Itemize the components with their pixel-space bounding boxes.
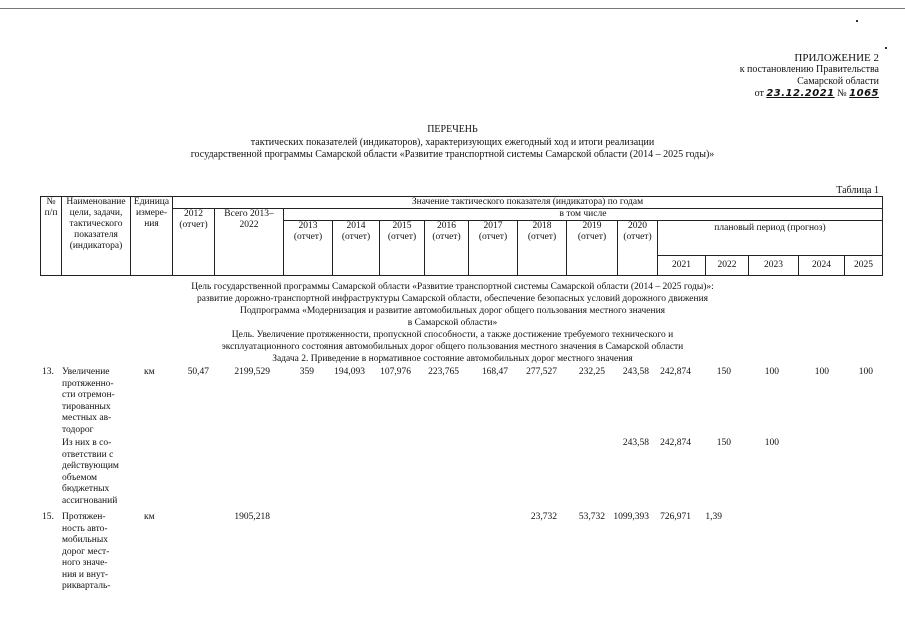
value-2018: 277,527 (526, 367, 557, 377)
value-2022: 150 (716, 438, 731, 448)
value-2012: 50,47 (187, 367, 209, 377)
value-2018: 23,732 (530, 512, 557, 522)
task-line: Задача 2. Приведение в нормативное состояние автомобильных дорог местного значения (272, 354, 633, 364)
value-2020: 243,58 (622, 438, 649, 448)
appendix-date-line: от 23.12.2021 № 1065 (754, 88, 879, 99)
value-2017: 168,47 (481, 367, 508, 377)
header-number: № п/п (41, 197, 62, 276)
value-2023: 100 (764, 367, 779, 377)
value-total: 2199,529 (234, 367, 270, 377)
value-2022: 150 (716, 367, 731, 377)
row-unit: км (144, 512, 155, 522)
goal-line-2: развитие дорожно-транспортной инфраструктуры Самарской области, обеспечение безопасных условий дорожного движения (196, 294, 709, 304)
header-plan-2025: 2025 (845, 256, 883, 276)
row-number: 15. (42, 512, 54, 522)
value-2015: 107,976 (380, 367, 411, 377)
row-name: Из них в со- ответствии с действующим объемом бюджетных ассигнований (62, 438, 119, 506)
handwritten-number: 1065 (849, 88, 879, 99)
value-2023: 100 (764, 438, 779, 448)
header-plan-2021: 2021 (658, 256, 706, 276)
value-2019: 53,732 (578, 512, 605, 522)
header-year-2020: 2020 (отчет) (618, 221, 658, 276)
aim-line-2: эксплуатационного состояния автомобильных дорог общего пользования местного значения в Самарской области (221, 342, 684, 352)
value-2024: 100 (814, 367, 829, 377)
subprogram-line-2: в Самарской области» (407, 318, 498, 328)
header-year-2014: 2014 (отчет) (333, 221, 380, 276)
value-2016: 223,765 (428, 367, 459, 377)
header-year-2018: 2018 (отчет) (518, 221, 567, 276)
row-name: Увеличение протяженно- сти отремон- тированных местных ав- тодорог (62, 367, 115, 435)
header-plan-period: плановый период (прогноз) (658, 221, 883, 256)
document-subtitle-1: тактических показателей (индикаторов), характеризующих ежегодный ход и итоги реализации (250, 137, 655, 148)
header-plan-2022: 2022 (706, 256, 749, 276)
appendix-block (689, 52, 879, 100)
header-in-total: в том числе (284, 209, 883, 221)
top-scan-line (0, 8, 905, 9)
document-subtitle-2: государственной программы Самарской области «Развитие транспортной системы Самарской области (2014 – 2025 годы)» (190, 149, 715, 160)
value-2022: 1,39 (705, 512, 722, 522)
scan-speck (856, 20, 858, 22)
row-number: 13. (42, 367, 54, 377)
appendix-line-2: Самарской области (797, 76, 879, 87)
header-year-2016: 2016 (отчет) (425, 221, 469, 276)
header-year-2017: 2017 (отчет) (469, 221, 518, 276)
header-unit: Единица измере-ния (131, 197, 173, 276)
value-2021: 726,971 (660, 512, 691, 522)
handwritten-date: 23.12.2021 (766, 88, 835, 99)
document-title: ПЕРЕЧЕНЬ (427, 124, 478, 135)
header-plan-2023: 2023 (749, 256, 799, 276)
row-unit: км (144, 367, 155, 377)
header-year-2015: 2015 (отчет) (380, 221, 425, 276)
value-2021: 242,874 (660, 438, 691, 448)
appendix-line-1: к постановлению Правительства (739, 64, 879, 75)
header-name: Наименование цели, задачи, тактического показателя (индикатора) (62, 197, 131, 276)
header-year-2013: 2013 (отчет) (284, 221, 333, 276)
indicator-table-header (40, 196, 883, 276)
subprogram-line-1: Подпрограмма «Модернизация и развитие автомобильных дорог общего пользования местного значения (239, 306, 666, 316)
scan-speck (885, 47, 887, 49)
value-total: 1905,218 (234, 512, 270, 522)
value-2013: 359 (299, 367, 314, 377)
row-name: Протяжен- ность авто- мобильных дорог мест- ного значе- ния и внут- рикварталь- (62, 512, 111, 591)
goal-line-1: Цель государственной программы Самарской области «Развитие транспортной системы Самарской области (2014 – 2025 годы)»: (191, 282, 714, 292)
aim-line-1: Цель. Увеличение протяженности, пропускной способности, а также достижение требуемого технического и (231, 330, 674, 340)
table-label: Таблица 1 (836, 185, 879, 196)
header-total: Всего 2013–2022 (215, 209, 284, 276)
value-2020: 243,58 (622, 367, 649, 377)
appendix-title: ПРИЛОЖЕНИЕ 2 (794, 52, 879, 64)
value-2020: 1099,393 (613, 512, 649, 522)
header-2012: 2012 (отчет) (173, 209, 215, 276)
value-2014: 194,093 (334, 367, 365, 377)
value-2021: 242,874 (660, 367, 691, 377)
header-values-title: Значение тактического показателя (индикатора) по годам (173, 197, 883, 209)
header-year-2019: 2019 (отчет) (567, 221, 618, 276)
header-plan-2024: 2024 (799, 256, 845, 276)
value-2025: 100 (858, 367, 873, 377)
value-2019: 232,25 (578, 367, 605, 377)
